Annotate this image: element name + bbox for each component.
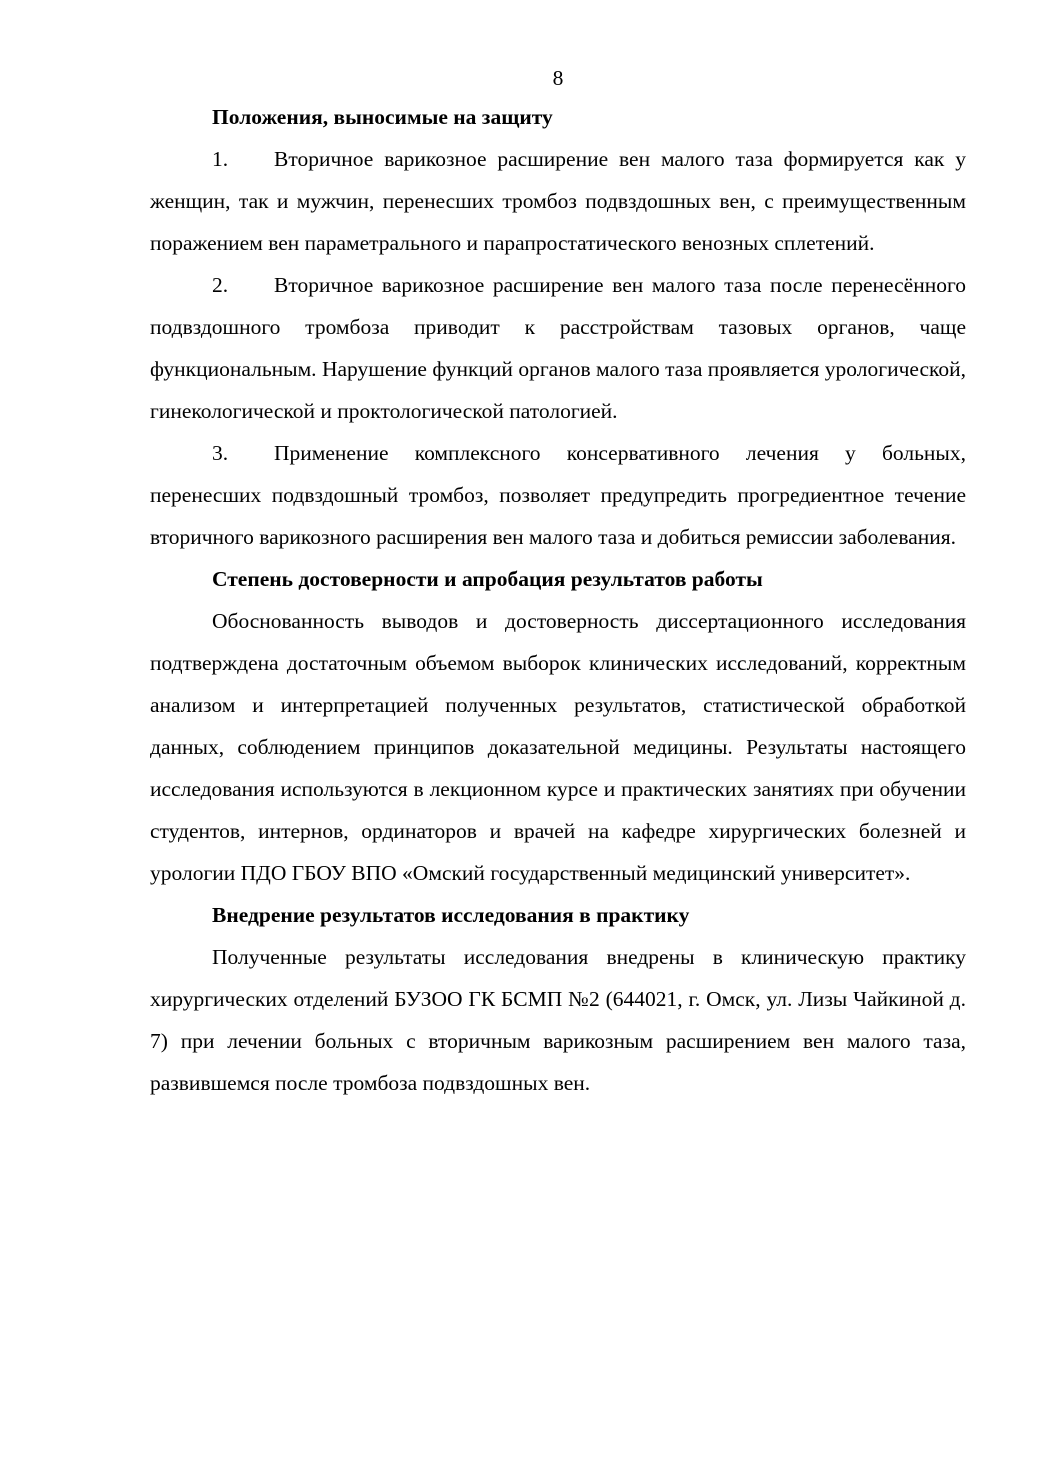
list-item-text: Вторичное варикозное расширение вен малого таза формируется как у женщин, так и мужчин, перенесших тромбоз подвздошных вен, с преимущественным поражением вен параметрального и парапростатического венозных сплетений.: [150, 147, 966, 255]
list-item-number: 1.: [212, 147, 229, 171]
document-page: [150, 60, 966, 1104]
section-heading-implementation: Внедрение результатов исследования в практику: [212, 903, 690, 927]
list-item: [150, 264, 966, 432]
list-item-text: Вторичное варикозное расширение вен малого таза после перенесённого подвздошного тромбоза приводит к расстройствам тазовых органов, чаще функциональным. Нарушение функций органов малого таза проявляется урологической, гинекологической и проктологической патологией.: [150, 273, 966, 423]
paragraph-reliability: Обоснованность выводов и достоверность диссертационного исследования подтверждена достаточным объемом выборок клинических исследований, корректным анализом и интерпретацией полученных результатов, статистической обработкой данных, соблюдением принципов доказательной медицины. Результаты настоящего исследования используются в лекционном курсе и практических занятиях при обучении студентов, интернов, ординаторов и врачей на кафедре хирургических болезней и урологии ПДО ГБОУ ВПО «Омский государственный медицинский университет».: [150, 609, 966, 885]
list-item: [150, 138, 966, 264]
list-item-number: 3.: [212, 441, 229, 465]
list-item: [150, 432, 966, 558]
list-item-number: 2.: [212, 273, 229, 297]
list-item-text: Применение комплексного консервативного лечения у больных, перенесших подвздошный тромбоз, позволяет предупредить прогредиентное течение вторичного варикозного расширения вен малого таза и добиться ремиссии заболевания.: [150, 441, 966, 549]
section-heading-defense-provisions: Положения, выносимые на защиту: [212, 105, 553, 129]
section-heading-reliability: Степень достоверности и апробация результатов работы: [212, 567, 763, 591]
page-number: 8: [552, 66, 564, 90]
paragraph-implementation: Полученные результаты исследования внедрены в клиническую практику хирургических отделений БУЗОО ГК БСМП №2 (644021, г. Омск, ул. Лизы Чайкиной д. 7) при лечении больных с вторичным варикозным расширением вен малого таза, развившемся после тромбоза подвздошных вен.: [150, 945, 966, 1095]
